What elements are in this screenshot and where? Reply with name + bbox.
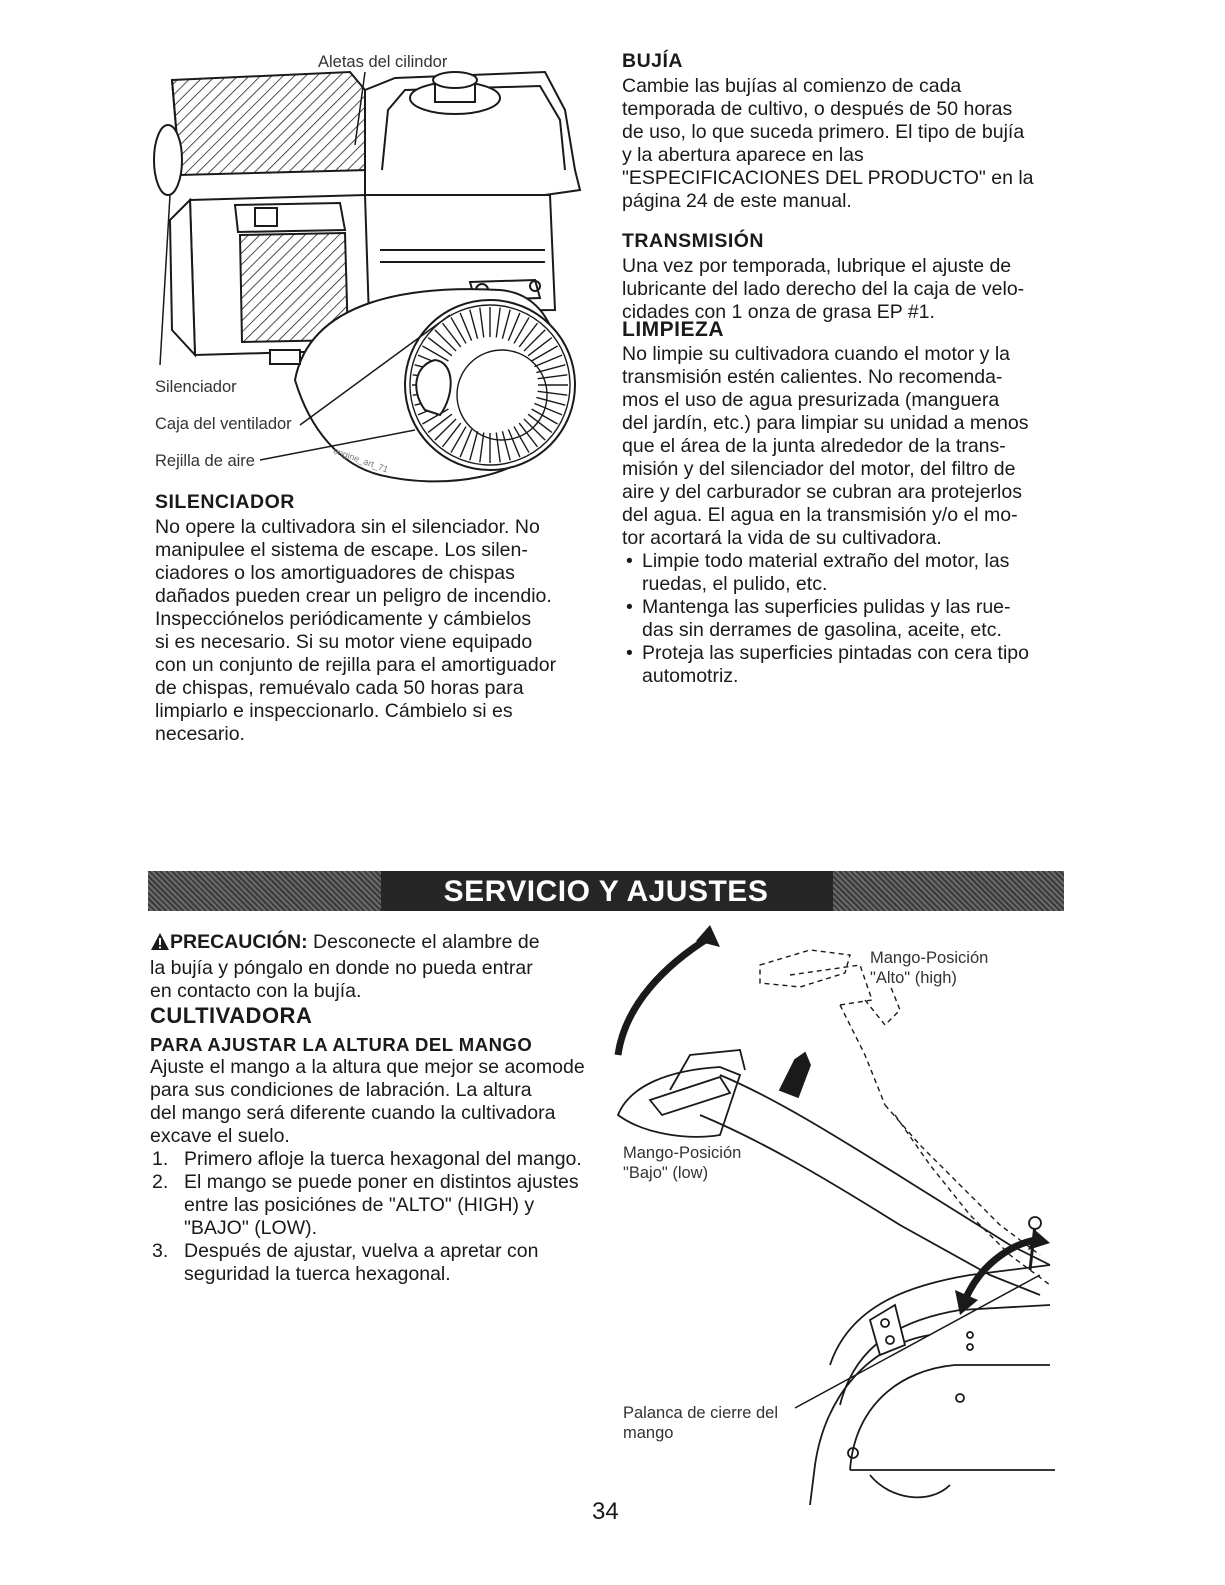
bullet-line: • Proteja las superficies pintadas con cera tipo	[642, 642, 1029, 664]
bullet-line: • Mantenga las superficies pulidas y las rue-	[642, 596, 1011, 618]
handle-high-label	[870, 948, 988, 988]
handle-lever-label-line2: mango	[623, 1424, 674, 1442]
spark-plug-line: de uso, lo que suceda primero. El tipo de bujía	[622, 121, 1025, 143]
cleaning-line: mos el uso de agua presurizada (manguera	[622, 389, 1000, 411]
transmission-section	[622, 230, 1062, 324]
muffler-line: de chispas, remuévalo cada 50 horas para	[155, 677, 524, 699]
cleaning-line: del agua. El agua en la transmisión y/o el mo-	[622, 504, 1018, 526]
spark-plug-section	[622, 50, 1062, 213]
step-line: seguridad la tuerca hexagonal.	[184, 1263, 451, 1285]
tiller-section	[150, 1003, 595, 1286]
banner-title: SERVICIO Y AJUSTES	[443, 875, 769, 908]
caution-label: PRECAUCIÓN:	[170, 931, 308, 953]
handle-high-label-line1: Mango-Posición	[870, 949, 989, 967]
cleaning-line: que el área de la junta alrededor de la trans-	[622, 435, 1006, 457]
handle-low-label-line1: Mango-Posición	[623, 1144, 742, 1162]
engine-label-fins: Aletas del cilindor	[318, 53, 448, 71]
step-line: El mango se puede poner en distintos ajustes	[184, 1171, 579, 1193]
step-line: Primero afloje la tuerca hexagonal del mango.	[184, 1148, 582, 1170]
step-number: 3.	[152, 1240, 169, 1262]
cleaning-line: del jardín, etc.) para limpiar su unidad a menos	[622, 412, 1029, 434]
caution-line2: la bujía y póngalo en donde no pueda entrar	[150, 957, 533, 979]
page-number: 34	[592, 1498, 619, 1525]
handle-high-label-line2: "Alto" (high)	[870, 969, 957, 987]
muffler-line: ciadores o los amortiguadores de chispas	[155, 562, 515, 584]
step-line: Después de ajustar, vuelva a apretar con	[184, 1240, 539, 1262]
cleaning-line: transmisión estén calientes. No recomenda-	[622, 366, 1003, 388]
tiller-line: del mango será diferente cuando la cultivadora	[150, 1102, 556, 1124]
muffler-body	[155, 516, 600, 746]
tiller-step	[150, 1240, 595, 1286]
cleaning-bullet	[622, 550, 1067, 596]
bullet-line: automotriz.	[642, 665, 739, 687]
muffler-line: con un conjunto de rejilla para el amortiguador	[155, 654, 557, 676]
tiller-line: Ajuste el mango a la altura que mejor se acomode	[150, 1056, 585, 1078]
warning-icon	[150, 932, 170, 957]
tiller-heading: CULTIVADORA	[150, 1003, 313, 1028]
handle-lever-label-line1: Palanca de cierre del	[623, 1404, 779, 1422]
spark-plug-line: "ESPECIFICACIONES DEL PRODUCTO" en la	[622, 167, 1034, 189]
handle-lever-label	[623, 1403, 778, 1443]
caution-text	[150, 931, 600, 1003]
transmission-line: cidades con 1 onza de grasa EP #1.	[622, 301, 935, 323]
step-number: 1.	[152, 1148, 169, 1170]
muffler-line: manipulee el sistema de escape. Los silen-	[155, 539, 528, 561]
cleaning-line: misión y del silenciador del motor, del filtro de	[622, 458, 1016, 480]
muffler-line: Inspecciónelos periódicamente y cámbielos	[155, 608, 532, 630]
muffler-line: si es necesario. Si su motor viene equipado	[155, 631, 533, 653]
caution-line3: en contacto con la bujía.	[150, 980, 362, 1002]
caution-line1: Desconecte el alambre de	[307, 931, 540, 953]
caution-block	[150, 931, 600, 1003]
spark-plug-heading: BUJÍA	[622, 50, 684, 72]
bullet-line: das sin derrames de gasolina, aceite, etc.	[642, 619, 1002, 641]
cleaning-body	[622, 343, 1067, 550]
tiller-line: para sus condiciones de labración. La altura	[150, 1079, 532, 1101]
cleaning-line: tor acortará la vida de su cultivadora.	[622, 527, 942, 549]
transmission-line: lubricante del lado derecho del la caja de velo-	[622, 278, 1025, 300]
cleaning-bullet	[622, 596, 1067, 642]
step-number: 2.	[152, 1171, 169, 1193]
muffler-line: limpiarlo e inspeccionarlo. Cámbielo si es	[155, 700, 513, 722]
transmission-line: Una vez por temporada, lubrique el ajuste de	[622, 255, 1012, 277]
tiller-line: excave el suelo.	[150, 1125, 290, 1147]
tiller-step	[150, 1148, 595, 1171]
bullet-line: • Limpie todo material extraño del motor, las	[642, 550, 1010, 572]
muffler-section	[155, 491, 600, 746]
tiller-steps	[150, 1148, 595, 1286]
cleaning-bullets	[622, 550, 1067, 688]
transmission-body	[622, 255, 1062, 324]
engine-label-fan-housing: Caja del ventilador	[155, 415, 292, 433]
muffler-heading: SILENCIADOR	[155, 491, 295, 513]
engine-label-muffler: Silenciador	[155, 378, 237, 396]
handle-low-label-line2: "Bajo" (low)	[623, 1164, 709, 1182]
step-line: entre las posiciónes de "ALTO" (HIGH) y	[184, 1194, 535, 1216]
cleaning-bullet	[622, 642, 1067, 688]
cleaning-section	[622, 318, 1067, 688]
spark-plug-body	[622, 75, 1062, 213]
step-line: "BAJO" (LOW).	[184, 1217, 318, 1239]
bullet-line: ruedas, el pulido, etc.	[642, 573, 828, 595]
spark-plug-line: y la abertura aparece en las	[622, 144, 864, 166]
handle-low-label	[623, 1143, 741, 1183]
cleaning-heading: LIMPIEZA	[622, 318, 724, 341]
tiller-subheading: PARA AJUSTAR LA ALTURA DEL MANGO	[150, 1034, 533, 1055]
spark-plug-line: Cambie las bujías al comienzo de cada	[622, 75, 962, 97]
spark-plug-line: temporada de cultivo, o después de 50 horas	[622, 98, 1013, 120]
engine-label-air-grille: Rejilla de aire	[155, 452, 255, 470]
spark-plug-line: página 24 de este manual.	[622, 190, 852, 212]
transmission-heading: TRANSMISIÓN	[622, 230, 764, 252]
section-banner	[148, 871, 1064, 911]
muffler-line: dañados pueden crear un peligro de incendio.	[155, 585, 552, 607]
muffler-line: necesario.	[155, 723, 245, 745]
tiller-body	[150, 1056, 595, 1148]
engine-art-code: engine_art_71	[332, 445, 390, 475]
cleaning-line: No limpie su cultivadora cuando el motor y la	[622, 343, 1011, 365]
cleaning-line: aire y del carburador se cubran ara protejerlos	[622, 481, 1022, 503]
muffler-line: No opere la cultivadora sin el silenciador. No	[155, 516, 540, 538]
tiller-step	[150, 1171, 595, 1240]
